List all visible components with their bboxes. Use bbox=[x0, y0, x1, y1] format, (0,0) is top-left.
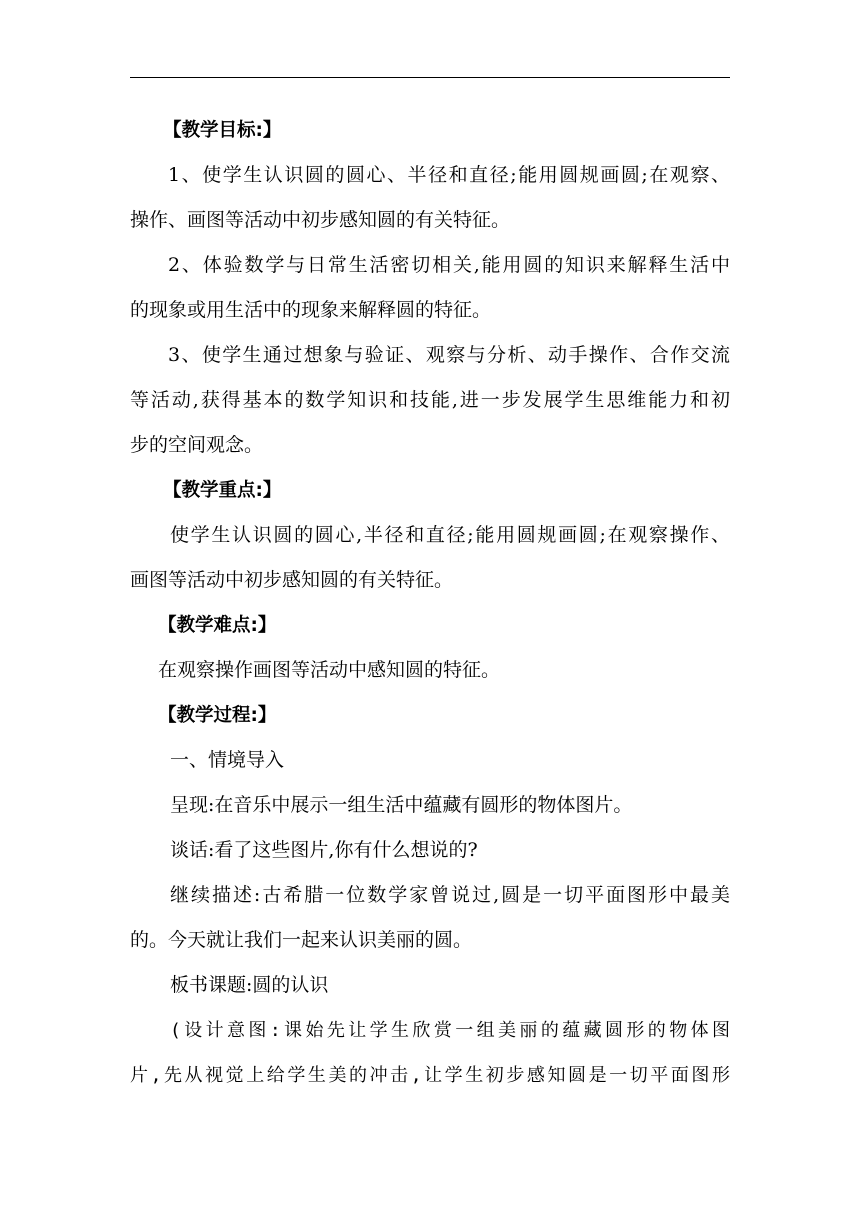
goal-2-line-1: 2、体验数学与日常生活密切相关,能用圆的知识来解释生活中 bbox=[168, 254, 730, 276]
goal-1-line-1: 1、使学生认识圆的圆心、半径和直径;能用圆规画圆;在观察、 bbox=[168, 164, 730, 186]
continue-paragraph-line-2: 的。今天就让我们一起来认识美丽的圆。 bbox=[130, 929, 473, 951]
section-1-title: 一、情境导入 bbox=[170, 749, 285, 771]
design-intent-line-2: 片,先从视觉上给学生美的冲击,让学生初步感知圆是一切平面图形 bbox=[130, 1065, 730, 1086]
heading-teaching-process: 【教学过程:】 bbox=[158, 705, 277, 726]
key-points-line-2: 画图等活动中初步感知圆的有关特征。 bbox=[130, 569, 454, 591]
board-title-paragraph: 板书课题:圆的认识 bbox=[170, 974, 329, 996]
talk-paragraph: 谈话:看了这些图片,你有什么想说的? bbox=[170, 839, 478, 861]
key-points-line-1: 使学生认识圆的圆心,半径和直径;能用圆规画圆;在观察操作、 bbox=[170, 524, 730, 546]
goal-2-line-2: 的现象或用生活中的现象来解释圆的特征。 bbox=[130, 299, 492, 321]
design-intent-line-1: (设计意图:课始先让学生欣赏一组美丽的蕴藏圆形的物体图 bbox=[170, 1020, 730, 1041]
document-body bbox=[130, 108, 730, 1098]
difficulties-line-1: 在观察操作画图等活动中感知圆的特征。 bbox=[158, 659, 501, 681]
goal-3-line-3: 步的空间观念。 bbox=[130, 434, 264, 456]
goal-3-line-1: 3、使学生通过想象与验证、观察与分析、动手操作、合作交流 bbox=[168, 344, 730, 366]
heading-teaching-goals: 【教学目标:】 bbox=[163, 120, 282, 141]
goal-3-line-2: 等活动,获得基本的数学知识和技能,进一步发展学生思维能力和初 bbox=[130, 389, 730, 411]
heading-teaching-difficulties: 【教学难点:】 bbox=[158, 615, 277, 636]
present-paragraph: 呈现:在音乐中展示一组生活中蕴藏有圆形的物体图片。 bbox=[170, 794, 633, 816]
goal-1-line-2: 操作、画图等活动中初步感知圆的有关特征。 bbox=[130, 209, 511, 231]
header-rule bbox=[130, 77, 730, 78]
heading-teaching-key-points: 【教学重点:】 bbox=[163, 480, 282, 501]
continue-paragraph-line-1: 继续描述:古希腊一位数学家曾说过,圆是一切平面图形中最美 bbox=[170, 884, 730, 906]
